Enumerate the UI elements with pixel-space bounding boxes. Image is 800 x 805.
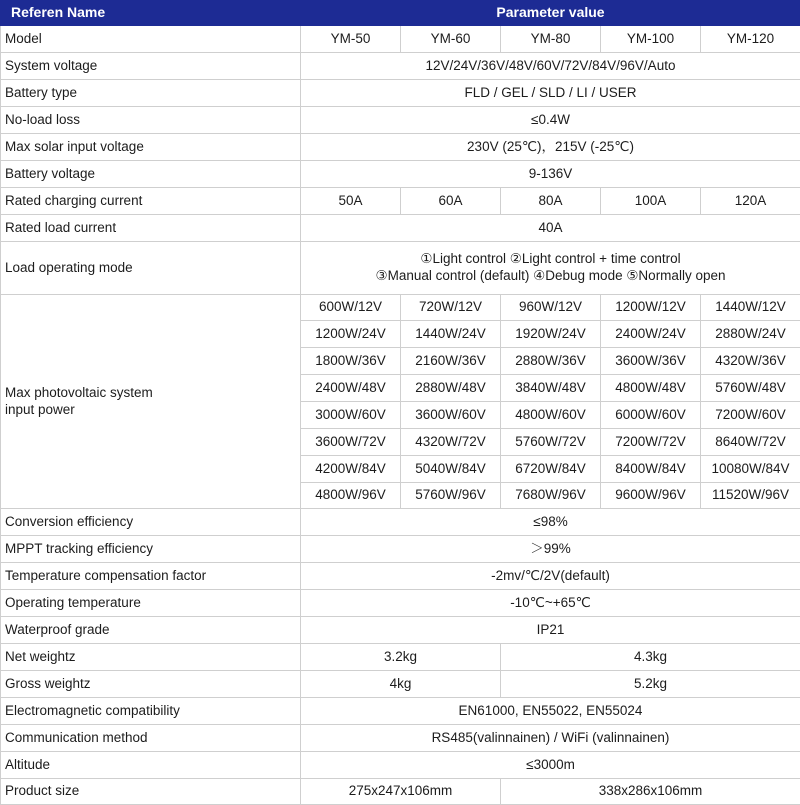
pv-power-cell: 1440W/24V — [401, 321, 501, 348]
pv-power-cell: 3600W/36V — [601, 348, 701, 375]
pv-power-cell: 7200W/72V — [601, 429, 701, 456]
product-size-small: 275x247x106mm — [301, 779, 501, 805]
net-weight-small: 3.2kg — [301, 644, 501, 671]
pv-power-cell: 6720W/84V — [501, 456, 601, 483]
gross-weight-small: 4kg — [301, 671, 501, 698]
row-max-solar-input-voltage — [1, 134, 800, 161]
pv-power-cell: 2880W/24V — [701, 321, 800, 348]
pv-power-cell: 3000W/60V — [301, 402, 401, 429]
temperature-compensation-factor-value: -2mv/℃/2V(default) — [301, 563, 800, 590]
row-rated-charging-current — [1, 188, 800, 215]
rated-charging-current-label: Rated charging current — [1, 188, 301, 215]
system-voltage-value: 12V/24V/36V/48V/60V/72V/84V/96V/Auto — [301, 53, 800, 80]
model-label: Model — [1, 26, 301, 53]
no-load-loss-value: ≤0.4W — [301, 107, 800, 134]
pv-power-cell: 7680W/96V — [501, 483, 601, 509]
pv-power-cell: 4800W/60V — [501, 402, 601, 429]
model-ym50: YM-50 — [301, 26, 401, 53]
row-operating-temperature — [1, 590, 800, 617]
row-mppt-tracking-efficiency — [1, 536, 800, 563]
battery-type-label: Battery type — [1, 80, 301, 107]
row-battery-voltage — [1, 161, 800, 188]
pv-power-cell: 10080W/84V — [701, 456, 800, 483]
header-value: Parameter value — [301, 1, 800, 26]
battery-type-value: FLD / GEL / SLD / LI / USER — [301, 80, 800, 107]
net-weight-label: Net weightz — [1, 644, 301, 671]
row-conversion-efficiency — [1, 509, 800, 536]
load-operating-mode-label: Load operating mode — [1, 242, 301, 295]
pv-power-cell: 1440W/12V — [701, 295, 800, 321]
pv-power-cell: 9600W/96V — [601, 483, 701, 509]
system-voltage-label: System voltage — [1, 53, 301, 80]
max-pv-label-line-2: input power — [5, 402, 296, 419]
pv-power-cell: 2400W/24V — [601, 321, 701, 348]
operating-temperature-label: Operating temperature — [1, 590, 301, 617]
pv-power-cell: 4800W/48V — [601, 375, 701, 402]
pv-power-cell: 5040W/84V — [401, 456, 501, 483]
pv-power-cell: 4320W/72V — [401, 429, 501, 456]
mppt-tracking-efficiency-label: MPPT tracking efficiency — [1, 536, 301, 563]
row-rated-load-current — [1, 215, 800, 242]
row-communication-method — [1, 725, 800, 752]
pv-power-cell: 2400W/48V — [301, 375, 401, 402]
charging-current-ym100: 100A — [601, 188, 701, 215]
pv-power-cell: 8640W/72V — [701, 429, 800, 456]
pv-power-cell: 3600W/60V — [401, 402, 501, 429]
charging-current-ym120: 120A — [701, 188, 800, 215]
load-operating-mode-value — [301, 242, 800, 295]
no-load-loss-label: No-load loss — [1, 107, 301, 134]
waterproof-grade-label: Waterproof grade — [1, 617, 301, 644]
emc-label: Electromagnetic compatibility — [1, 698, 301, 725]
pv-power-cell: 5760W/96V — [401, 483, 501, 509]
row-emc — [1, 698, 800, 725]
altitude-value: ≤3000m — [301, 752, 800, 779]
communication-method-value: RS485(valinnainen) / WiFi (valinnainen) — [301, 725, 800, 752]
pv-power-cell: 6000W/60V — [601, 402, 701, 429]
communication-method-label: Communication method — [1, 725, 301, 752]
conversion-efficiency-label: Conversion efficiency — [1, 509, 301, 536]
altitude-label: Altitude — [1, 752, 301, 779]
conversion-efficiency-value: ≤98% — [301, 509, 800, 536]
charging-current-ym80: 80A — [501, 188, 601, 215]
net-weight-large: 4.3kg — [501, 644, 800, 671]
pv-power-cell: 5760W/72V — [501, 429, 601, 456]
model-ym100: YM-100 — [601, 26, 701, 53]
row-pv-power-1 — [1, 295, 800, 321]
row-load-operating-mode — [1, 242, 800, 295]
charging-current-ym50: 50A — [301, 188, 401, 215]
pv-power-cell: 2880W/48V — [401, 375, 501, 402]
row-gross-weight — [1, 671, 800, 698]
row-waterproof-grade — [1, 617, 800, 644]
max-pv-input-power-label — [1, 295, 301, 509]
row-altitude — [1, 752, 800, 779]
charging-current-ym60: 60A — [401, 188, 501, 215]
load-mode-line-2: ③Manual control (default) ④Debug mode ⑤Normally open — [305, 268, 796, 285]
waterproof-grade-value: IP21 — [301, 617, 800, 644]
pv-power-cell: 1800W/36V — [301, 348, 401, 375]
max-solar-input-voltage-label: Max solar input voltage — [1, 134, 301, 161]
header-name: Referen Name — [1, 1, 301, 26]
model-ym60: YM-60 — [401, 26, 501, 53]
pv-power-cell: 600W/12V — [301, 295, 401, 321]
pv-power-cell: 1200W/24V — [301, 321, 401, 348]
rated-load-current-value: 40A — [301, 215, 800, 242]
pv-power-cell: 5760W/48V — [701, 375, 800, 402]
mppt-tracking-efficiency-value: ＞99% — [301, 536, 800, 563]
emc-value: EN61000, EN55022, EN55024 — [301, 698, 800, 725]
row-no-load-loss — [1, 107, 800, 134]
pv-power-cell: 8400W/84V — [601, 456, 701, 483]
battery-voltage-value: 9-136V — [301, 161, 800, 188]
pv-power-cell: 2880W/36V — [501, 348, 601, 375]
pv-power-cell: 3600W/72V — [301, 429, 401, 456]
rated-load-current-label: Rated load current — [1, 215, 301, 242]
temperature-compensation-factor-label: Temperature compensation factor — [1, 563, 301, 590]
header-row — [1, 1, 800, 26]
pv-power-cell: 4320W/36V — [701, 348, 800, 375]
pv-power-cell: 3840W/48V — [501, 375, 601, 402]
gross-weight-large: 5.2kg — [501, 671, 800, 698]
row-battery-type — [1, 80, 800, 107]
row-temperature-compensation-factor — [1, 563, 800, 590]
model-ym120: YM-120 — [701, 26, 800, 53]
row-net-weight — [1, 644, 800, 671]
pv-power-cell: 2160W/36V — [401, 348, 501, 375]
gross-weight-label: Gross weightz — [1, 671, 301, 698]
pv-power-cell: 4200W/84V — [301, 456, 401, 483]
product-size-label: Product size — [1, 779, 301, 805]
pv-power-cell: 4800W/96V — [301, 483, 401, 509]
max-solar-input-voltage-value: 230V (25℃)，215V (-25℃) — [301, 134, 800, 161]
pv-power-cell: 11520W/96V — [701, 483, 800, 509]
model-ym80: YM-80 — [501, 26, 601, 53]
product-size-large: 338x286x106mm — [501, 779, 800, 805]
operating-temperature-value: -10℃~+65℃ — [301, 590, 800, 617]
row-system-voltage — [1, 53, 800, 80]
load-mode-line-1: ①Light control ②Light control + time control — [305, 251, 796, 268]
row-product-size — [1, 779, 800, 805]
pv-power-cell: 1200W/12V — [601, 295, 701, 321]
pv-power-cell: 7200W/60V — [701, 402, 800, 429]
battery-voltage-label: Battery voltage — [1, 161, 301, 188]
pv-power-cell: 960W/12V — [501, 295, 601, 321]
row-model — [1, 26, 800, 53]
pv-power-cell: 720W/12V — [401, 295, 501, 321]
max-pv-label-line-1: Max photovoltaic system — [5, 385, 296, 402]
pv-power-cell: 1920W/24V — [501, 321, 601, 348]
